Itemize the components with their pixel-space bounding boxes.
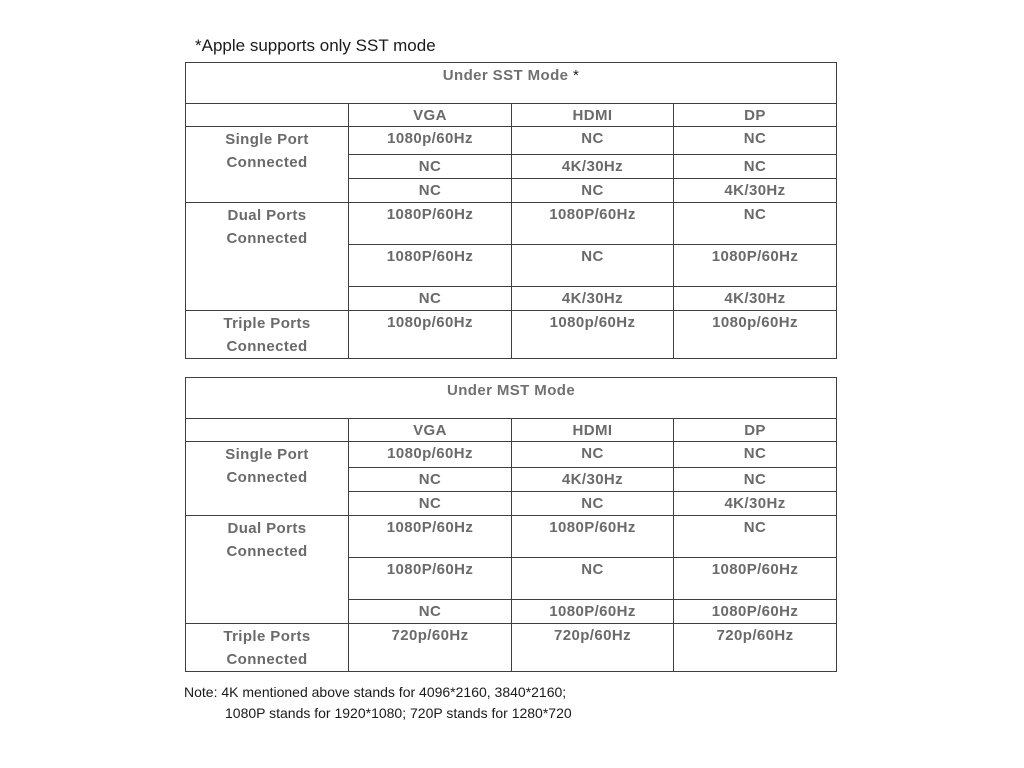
cell-hdmi: NC: [512, 127, 674, 155]
row-label-triple-ports: [186, 624, 349, 672]
mst-mode-table: [185, 377, 837, 672]
sst-mode-table: [185, 62, 837, 359]
column-header-vga: VGA: [349, 419, 512, 442]
cell-dp: 4K/30Hz: [674, 287, 837, 311]
cell-hdmi: 1080p/60Hz: [512, 311, 674, 359]
cell-dp: 1080P/60Hz: [674, 600, 837, 624]
row-label-line1: Single Port: [225, 446, 309, 463]
cell-hdmi: 4K/30Hz: [512, 468, 674, 492]
cell-dp: NC: [674, 468, 837, 492]
table-row: [186, 127, 837, 155]
row-label-line2: Connected: [226, 154, 308, 171]
cell-dp: 1080p/60Hz: [674, 311, 837, 359]
table-title-row: [186, 63, 837, 104]
table-title-text: Under SST Mode: [442, 67, 569, 84]
cell-hdmi: 1080P/60Hz: [512, 203, 674, 245]
cell-hdmi: 720p/60Hz: [512, 624, 674, 672]
cell-vga: 1080p/60Hz: [349, 311, 512, 359]
table-row: [186, 442, 837, 468]
row-label-line2: Connected: [226, 543, 308, 560]
cell-dp: 1080P/60Hz: [674, 245, 837, 287]
row-label-line2: Connected: [226, 651, 308, 668]
cell-dp: 4K/30Hz: [674, 179, 837, 203]
header-row: [186, 419, 837, 442]
cell-dp: 1080P/60Hz: [674, 558, 837, 600]
row-label-dual-ports: [186, 203, 349, 311]
cell-vga: 1080p/60Hz: [349, 442, 512, 468]
cell-hdmi: NC: [512, 492, 674, 516]
column-header-hdmi: HDMI: [512, 104, 674, 127]
cell-dp: NC: [674, 203, 837, 245]
table-title-row: [186, 378, 837, 419]
cell-hdmi: NC: [512, 558, 674, 600]
cell-hdmi: NC: [512, 442, 674, 468]
title-asterisk: *: [572, 67, 580, 84]
row-label-triple-ports: [186, 311, 349, 359]
cell-vga: 1080p/60Hz: [349, 127, 512, 155]
column-header-dp: DP: [674, 104, 837, 127]
table-title: [186, 63, 837, 104]
table-title: [186, 378, 837, 419]
cell-vga: NC: [349, 600, 512, 624]
cell-dp: NC: [674, 442, 837, 468]
cell-hdmi: NC: [512, 179, 674, 203]
row-label-dual-ports: [186, 516, 349, 624]
column-header-vga: VGA: [349, 104, 512, 127]
table-title-text: Under MST Mode: [446, 382, 576, 399]
cell-hdmi: NC: [512, 245, 674, 287]
cell-vga: 1080P/60Hz: [349, 203, 512, 245]
row-label-line2: Connected: [226, 230, 308, 247]
footnote-line-2: 1080P stands for 1920*1080; 720P stands for 1280*720: [225, 705, 572, 721]
corner-cell: [186, 104, 349, 127]
row-label-line1: Dual Ports: [227, 207, 307, 224]
cell-vga: NC: [349, 287, 512, 311]
cell-hdmi: 4K/30Hz: [512, 287, 674, 311]
footnote-line-1: Note: 4K mentioned above stands for 4096*2160, 3840*2160;: [184, 684, 567, 700]
cell-vga: 1080P/60Hz: [349, 245, 512, 287]
row-label-line2: Connected: [226, 338, 308, 355]
apple-sst-note: *Apple supports only SST mode: [195, 36, 436, 55]
cell-hdmi: 4K/30Hz: [512, 155, 674, 179]
cell-hdmi: 1080P/60Hz: [512, 600, 674, 624]
row-label-line2: Connected: [226, 469, 308, 486]
column-header-dp: DP: [674, 419, 837, 442]
table-row: [186, 624, 837, 672]
table-row: [186, 516, 837, 558]
footnote: [184, 682, 572, 724]
header-row: [186, 104, 837, 127]
cell-vga: NC: [349, 468, 512, 492]
row-label-line1: Triple Ports: [223, 628, 311, 645]
cell-dp: NC: [674, 127, 837, 155]
cell-vga: NC: [349, 492, 512, 516]
row-label-line1: Single Port: [225, 131, 309, 148]
cell-vga: 1080P/60Hz: [349, 516, 512, 558]
corner-cell: [186, 419, 349, 442]
cell-vga: 720p/60Hz: [349, 624, 512, 672]
column-header-hdmi: HDMI: [512, 419, 674, 442]
cell-dp: 4K/30Hz: [674, 492, 837, 516]
row-label-line1: Dual Ports: [227, 520, 307, 537]
cell-dp: 720p/60Hz: [674, 624, 837, 672]
cell-dp: NC: [674, 155, 837, 179]
cell-vga: 1080P/60Hz: [349, 558, 512, 600]
table-row: [186, 203, 837, 245]
cell-vga: NC: [349, 179, 512, 203]
row-label-single-port: [186, 127, 349, 203]
row-label-line1: Triple Ports: [223, 315, 311, 332]
cell-dp: NC: [674, 516, 837, 558]
row-label-single-port: [186, 442, 349, 516]
cell-vga: NC: [349, 155, 512, 179]
cell-hdmi: 1080P/60Hz: [512, 516, 674, 558]
table-row: [186, 311, 837, 359]
